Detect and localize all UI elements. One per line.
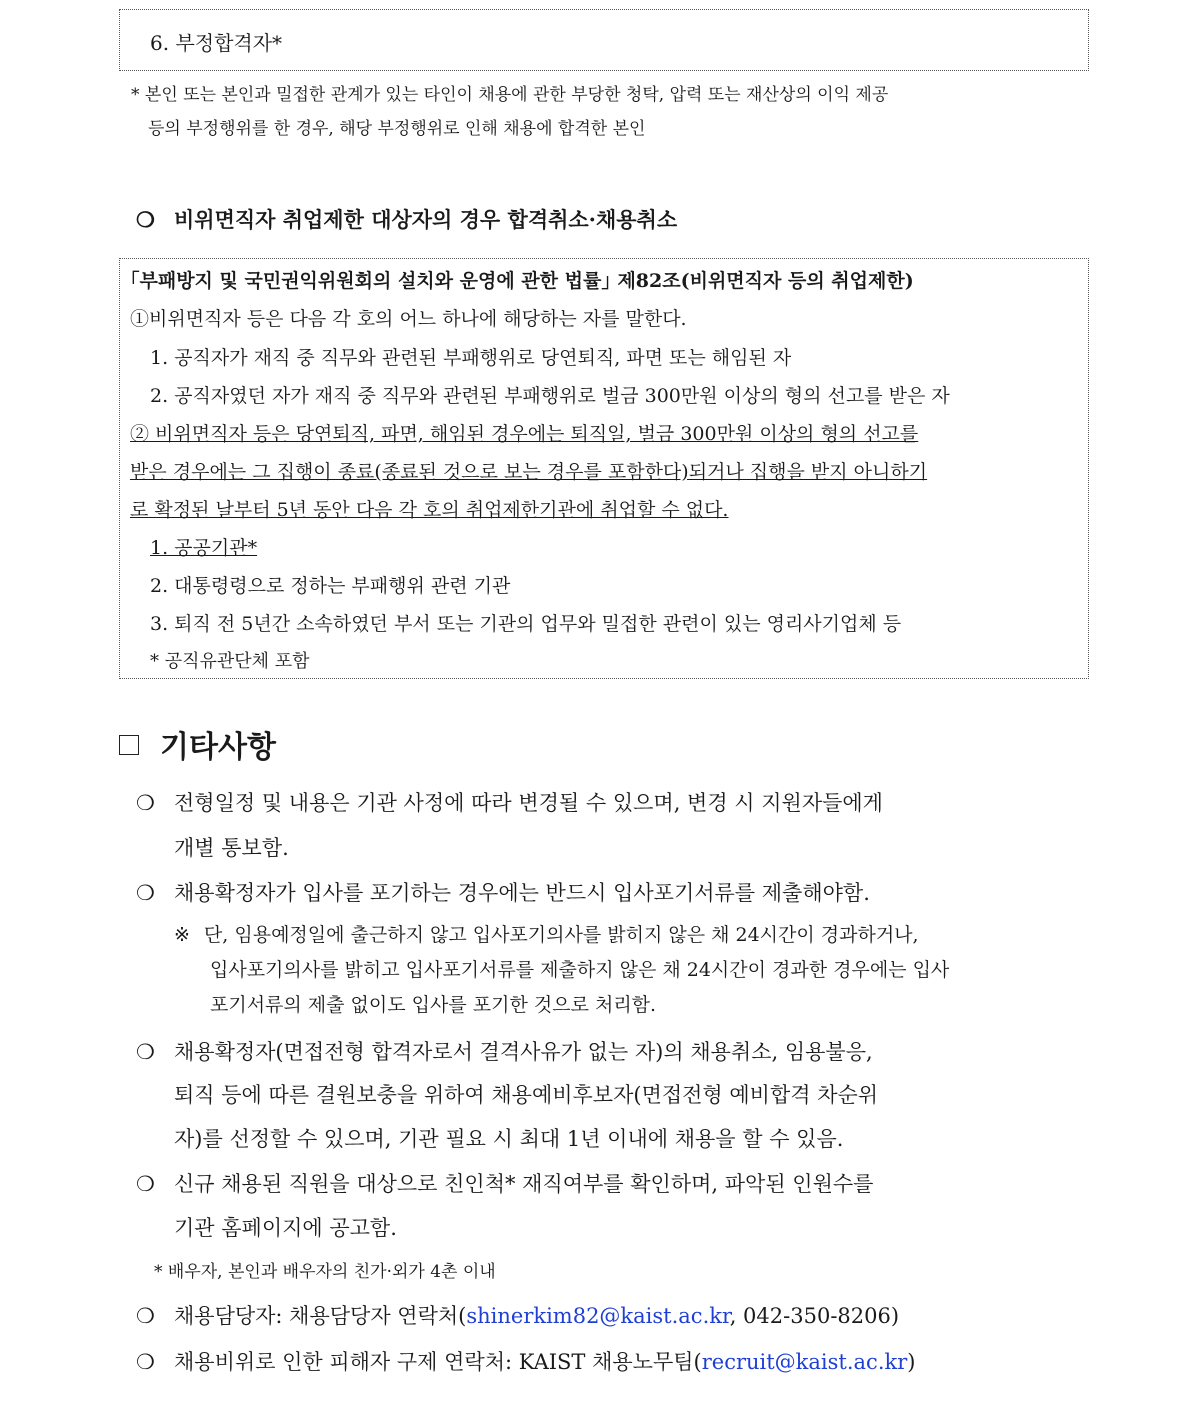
bullet2-line1: 채용확정자가 입사를 포기하는 경우에는 반드시 입사포기서류를 제출해야함.: [174, 881, 870, 905]
bullet2-note2: 입사포기의사를 밝히고 입사포기서류를 제출하지 않은 채 24시간이 경과한 경우에는 입사: [210, 959, 950, 981]
bullet2-note3: 포기서류의 제출 없이도 입사를 포기한 것으로 처리함.: [210, 994, 657, 1016]
dismissal-title-text: 비위면직자 취업제한 대상자의 경우 합격취소·채용취소: [174, 207, 678, 232]
other-bullet-4: [136, 1168, 873, 1198]
bullet5-prefix: 채용담당자: 채용담당자 연락처(: [174, 1304, 467, 1328]
fraud-box: [119, 9, 1089, 71]
recruit-team-email-link[interactable]: recruit@kaist.ac.kr: [701, 1350, 908, 1374]
other-bullet-1: [136, 787, 883, 817]
law-p2-item1: 1. 공공기관*: [150, 537, 258, 559]
circle-bullet-icon: ❍: [136, 1350, 155, 1374]
other-bullet-6: [136, 1346, 915, 1376]
other-heading: 기타사항: [160, 730, 276, 765]
other-bullet-2: [136, 877, 870, 907]
bullet6-prefix: 채용비위로 인한 피해자 구제 연락처: KAIST 채용노무팀(: [174, 1350, 702, 1374]
bullet4-line1: 신규 채용된 직원을 대상으로 친인척* 재직여부를 확인하며, 파악된 인원수를: [174, 1172, 874, 1196]
circle-bullet-icon: ❍: [136, 881, 155, 905]
bullet2-note1-text: 단, 임용예정일에 출근하지 않고 입사포기의사를 밝히지 않은 채 24시간이 경과하거나,: [203, 924, 919, 946]
law-p1-item2: 2. 공직자였던 자가 재직 중 직무와 관련된 부패행위로 벌금 300만원 이상의 형의 선고를 받은 자: [150, 385, 950, 407]
bullet3-line1: 채용확정자(면접전형 합격자로서 결격사유가 없는 자)의 채용취소, 임용불응,: [174, 1040, 873, 1064]
law-p2-item2: 2. 대통령령으로 정하는 부패행위 관련 기관: [150, 575, 511, 597]
fraud-note-line1: * 본인 또는 본인과 밀접한 관계가 있는 타인이 채용에 관한 부당한 청탁, 압력 또는 재산상의 이익 제공: [131, 85, 889, 105]
fraud-note-line2: 등의 부정행위를 한 경우, 해당 부정행위로 인해 채용에 합격한 본인: [148, 119, 646, 139]
bullet4-note: * 배우자, 본인과 배우자의 친가·외가 4촌 이내: [154, 1262, 496, 1282]
bullet4-line2: 기관 홈페이지에 공고함.: [174, 1216, 397, 1240]
law-footnote: * 공직유관단체 포함: [150, 651, 310, 672]
bullet3-line3: 자)를 선정할 수 있으며, 기관 필요 시 최대 1년 이내에 채용을 할 수 있음.: [174, 1127, 844, 1151]
law-p2-line2: 받은 경우에는 그 집행이 종료(종료된 것으로 보는 경우를 포함한다)되거나 집행을 받지 아니하기: [130, 461, 928, 483]
circle-bullet-icon: ❍: [136, 1304, 155, 1328]
bullet1-line2: 개별 통보함.: [174, 836, 289, 860]
law-p2-item3: 3. 퇴직 전 5년간 소속하였던 부서 또는 기관의 업무와 밀접한 관련이 있는 영리사기업체 등: [150, 613, 902, 635]
law-p1-item1: 1. 공직자가 재직 중 직무와 관련된 부패행위로 당연퇴직, 파면 또는 해임된 자: [150, 347, 792, 369]
fraud-item-6: 6. 부정합격자*: [150, 31, 283, 55]
bullet2-note1: [174, 920, 919, 947]
circle-bullet-icon: ❍: [136, 1040, 155, 1064]
bullet6-suffix: ): [907, 1350, 916, 1374]
dismissal-section-title: [136, 204, 677, 234]
other-bullet-3: [136, 1036, 873, 1066]
bullet3-line2: 퇴직 등에 따른 결원보충을 위하여 채용예비후보자(면접전형 예비합격 차순위: [174, 1083, 879, 1107]
checkbox-square-icon: [119, 735, 139, 755]
bullet1-line1: 전형일정 및 내용은 기관 사정에 따라 변경될 수 있으며, 변경 시 지원자들에게: [174, 791, 883, 815]
other-bullet-5: [136, 1300, 899, 1330]
law-p2-line3: 로 확정된 날부터 5년 동안 다음 각 호의 취업제한기관에 취업할 수 없다.: [130, 499, 729, 521]
recruiter-email-link[interactable]: shinerkim82@kaist.ac.kr: [466, 1304, 730, 1328]
circle-bullet-icon: ❍: [136, 207, 155, 232]
circle-bullet-icon: ❍: [136, 1172, 155, 1196]
law-box: [119, 258, 1089, 679]
circle-bullet-icon: ❍: [136, 791, 155, 815]
reference-mark-icon: ※: [174, 924, 190, 946]
law-p2-line1: ② 비위면직자 등은 당연퇴직, 파면, 해임된 경우에는 퇴직일, 벌금 300만원 이상의 형의 선고를: [130, 423, 919, 445]
law-title: ｢부패방지 및 국민권익위원회의 설치와 운영에 관한 법률｣ 제82조(비위면직자 등의 취업제한): [130, 270, 914, 292]
law-p1: ①비위면직자 등은 다음 각 호의 어느 하나에 해당하는 자를 말한다.: [130, 308, 687, 330]
bullet5-suffix: , 042-350-8206): [729, 1304, 900, 1328]
